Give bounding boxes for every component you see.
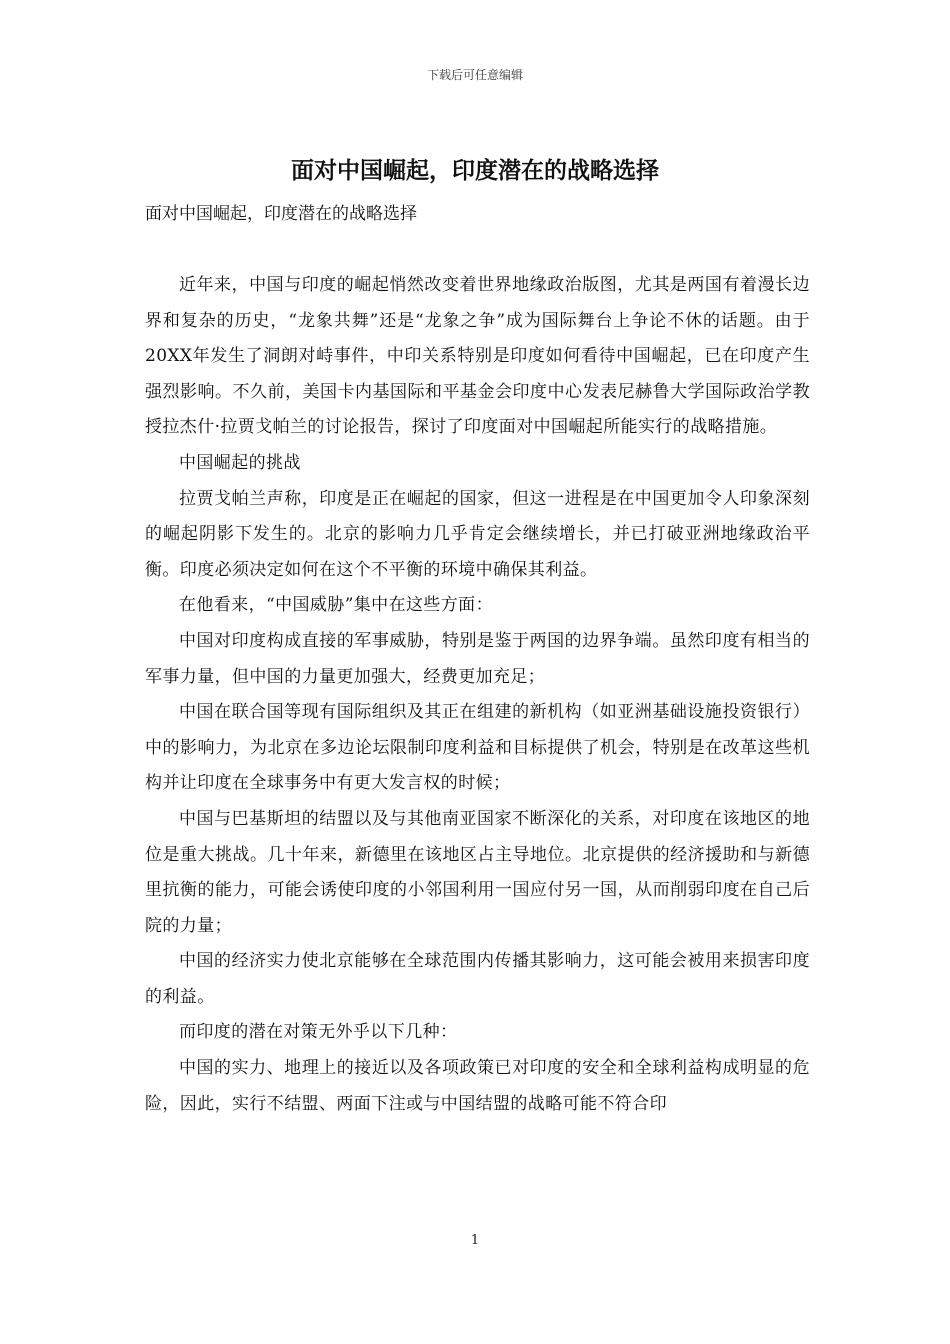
paragraph: 中国的实力、地理上的接近以及各项政策已对印度的安全和全球利益构成明显的危险，因此，实行不结盟、两面下注或与中国结盟的战略可能不符合印 (145, 1058, 810, 1114)
list-item-international-organizations: 中国在联合国等现有国际组织及其正在组建的新机构（如亚洲基础设施投资银行）中的影响力，为北京在多边论坛限制印度利益和目标提供了机会，特别是在改革这些机构并让印度在全球事务中有更大发言权的时候； (145, 702, 810, 794)
paragraph: 在他看来，“中国威胁”集中在这些方面： (179, 595, 493, 616)
document-body (145, 268, 810, 1122)
list-item-military-threat: 中国对印度构成直接的军事威胁，特别是鉴于两国的边界争端。虽然印度有相当的军事力量，但中国的力量更加强大，经费更加充足； (145, 630, 810, 687)
section-heading-challenge: 中国崛起的挑战 (179, 452, 301, 473)
header-note: 下载后可任意编辑 (426, 68, 523, 82)
document-subtitle: 面对中国崛起，印度潜在的战略选择 (145, 204, 417, 224)
paragraph-intro: 近年来，中国与印度的崛起悄然改变着世界地缘政治版图，尤其是两国有着漫长边界和复杂的历史，“龙象共舞”还是“龙象之争”成为国际舞台上争论不休的话题。由于20XX年发生了洞朗对峙事件，中印关系特别是印度如何看待中国崛起，已在印度产生强烈影响。不久前，美国卡内基国际和平基金会印度中心发表尼赫鲁大学国际政治学教授拉杰什·拉贾戈帕兰的讨论报告，探讨了印度面对中国崛起所能实行的战略措施。 (145, 275, 810, 438)
paragraph: 而印度的潜在对策无外乎以下几种： (179, 1022, 458, 1043)
list-item-south-asia-relations: 中国与巴基斯坦的结盟以及与其他南亚国家不断深化的关系，对印度在该地区的地位是重大挑战。几十年来，新德里在该地区占主导地位。北京提供的经济援助和与新德里抗衡的能力，可能会诱使印度的小邻国利用一国应付另一国，从而削弱印度在自己后院的力量； (145, 808, 810, 936)
page-number: 1 (470, 1233, 480, 1248)
paragraph: 拉贾戈帕兰声称，印度是正在崛起的国家，但这一进程是在中国更加令人印象深刻的崛起阴影下发生的。北京的影响力几乎肯定会继续增长，并已打破亚洲地缘政治平衡。印度必须决定如何在这个不平衡的环境中确保其利益。 (145, 488, 810, 580)
list-item-economic-power: 中国的经济实力使北京能够在全球范围内传播其影响力，这可能会被用来损害印度的利益。 (145, 951, 810, 1007)
document-title: 面对中国崛起，印度潜在的战略选择 (291, 157, 659, 184)
